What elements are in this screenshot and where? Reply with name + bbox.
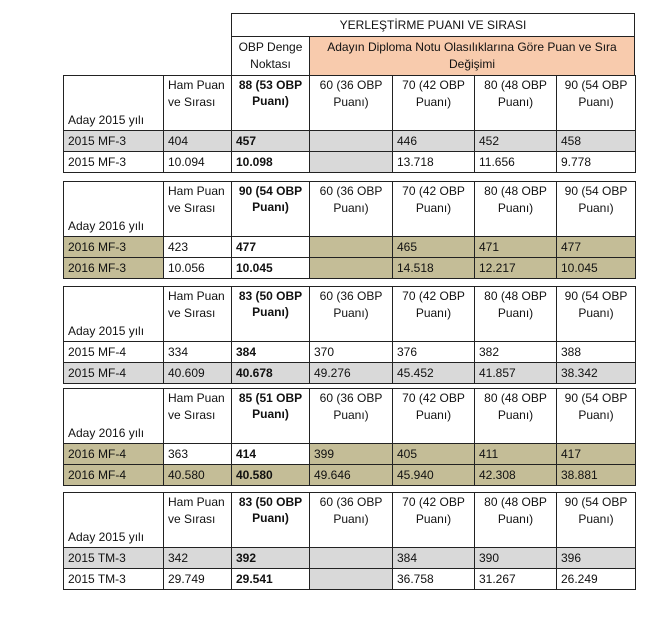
- diploma-col-header: 70 (42 OBP Puanı): [392, 388, 475, 444]
- table-cell: 45.940: [392, 464, 475, 486]
- diploma-col-header: 90 (54 OBP Puanı): [556, 75, 636, 131]
- row-name: 2015 MF-3: [63, 151, 164, 173]
- table-cell: [309, 257, 393, 279]
- table-cell: 471: [474, 236, 557, 258]
- table-cell: 384: [231, 341, 310, 363]
- row-name: 2016 MF-4: [63, 464, 164, 486]
- table-cell: 396: [556, 547, 636, 569]
- table-cell: 10.056: [163, 257, 232, 279]
- table-cell: 417: [556, 443, 636, 465]
- ham-puan-label: Ham Puan ve Sırası: [163, 492, 232, 548]
- diploma-col-header: 80 (48 OBP Puanı): [474, 75, 557, 131]
- row-label: Aday 2015 yılı: [63, 286, 164, 342]
- table-cell: 10.098: [231, 151, 310, 173]
- table-cell: [309, 568, 393, 590]
- obp-denge-value: 88 (53 OBP Puanı): [231, 75, 310, 131]
- table-cell: 40.580: [163, 464, 232, 486]
- table-cell: 384: [392, 547, 475, 569]
- obp-denge-value: 85 (51 OBP Puanı): [231, 388, 310, 444]
- diploma-col-header: 90 (54 OBP Puanı): [556, 286, 636, 342]
- table-cell: 399: [309, 443, 393, 465]
- table-cell: 40.678: [231, 362, 310, 384]
- table-cell: 49.276: [309, 362, 393, 384]
- table-cell: [309, 547, 393, 569]
- table-cell: 10.045: [556, 257, 636, 279]
- table-cell: 363: [163, 443, 232, 465]
- obp-denge-header: OBP Denge Noktası: [231, 36, 310, 76]
- diploma-col-header: 70 (42 OBP Puanı): [392, 286, 475, 342]
- diploma-col-header: 80 (48 OBP Puanı): [474, 286, 557, 342]
- obp-denge-value: 83 (50 OBP Puanı): [231, 286, 310, 342]
- table-cell: 477: [231, 236, 310, 258]
- diploma-col-header: 80 (48 OBP Puanı): [474, 492, 557, 548]
- table-cell: 477: [556, 236, 636, 258]
- diploma-col-header: 70 (42 OBP Puanı): [392, 181, 475, 237]
- ham-puan-label: Ham Puan ve Sırası: [163, 181, 232, 237]
- diploma-col-header: 60 (36 OBP Puanı): [309, 388, 393, 444]
- diploma-col-header: 90 (54 OBP Puanı): [556, 388, 636, 444]
- table-cell: 414: [231, 443, 310, 465]
- row-label: Aday 2015 yılı: [63, 492, 164, 548]
- table-cell: 42.308: [474, 464, 557, 486]
- diploma-col-header: 60 (36 OBP Puanı): [309, 492, 393, 548]
- row-label: Aday 2015 yılı: [63, 75, 164, 131]
- diploma-col-header: 80 (48 OBP Puanı): [474, 388, 557, 444]
- table-cell: 382: [474, 341, 557, 363]
- table-cell: 45.452: [392, 362, 475, 384]
- table-cell: 392: [231, 547, 310, 569]
- diploma-note-header: Adayın Diploma Notu Olasılıklarına Göre Puan ve Sıra Değişimi: [309, 36, 635, 76]
- diploma-col-header: 80 (48 OBP Puanı): [474, 181, 557, 237]
- table-title: YERLEŞTİRME PUANI VE SIRASI: [231, 13, 635, 37]
- row-label: Aday 2016 yılı: [63, 388, 164, 444]
- diploma-col-header: 60 (36 OBP Puanı): [309, 181, 393, 237]
- table-cell: 411: [474, 443, 557, 465]
- table-cell: 26.249: [556, 568, 636, 590]
- ham-puan-label: Ham Puan ve Sırası: [163, 388, 232, 444]
- table-cell: 446: [392, 130, 475, 152]
- table-cell: 49.646: [309, 464, 393, 486]
- table-cell: 14.518: [392, 257, 475, 279]
- table-cell: 41.857: [474, 362, 557, 384]
- table-cell: 404: [163, 130, 232, 152]
- ham-puan-label: Ham Puan ve Sırası: [163, 75, 232, 131]
- diploma-col-header: 60 (36 OBP Puanı): [309, 286, 393, 342]
- diploma-col-header: 70 (42 OBP Puanı): [392, 75, 475, 131]
- table-cell: 29.749: [163, 568, 232, 590]
- obp-denge-value: 90 (54 OBP Puanı): [231, 181, 310, 237]
- table-cell: [309, 151, 393, 173]
- row-name: 2015 MF-4: [63, 341, 164, 363]
- table-cell: 370: [309, 341, 393, 363]
- table-cell: [309, 130, 393, 152]
- table-cell: 465: [392, 236, 475, 258]
- obp-denge-value: 83 (50 OBP Puanı): [231, 492, 310, 548]
- row-name: 2016 MF-3: [63, 257, 164, 279]
- table-cell: 390: [474, 547, 557, 569]
- table-cell: 31.267: [474, 568, 557, 590]
- table-cell: 10.094: [163, 151, 232, 173]
- table-cell: 376: [392, 341, 475, 363]
- row-name: 2015 TM-3: [63, 568, 164, 590]
- diploma-col-header: 70 (42 OBP Puanı): [392, 492, 475, 548]
- table-cell: 36.758: [392, 568, 475, 590]
- table-cell: 452: [474, 130, 557, 152]
- table-cell: 29.541: [231, 568, 310, 590]
- table-cell: 38.342: [556, 362, 636, 384]
- table-cell: 342: [163, 547, 232, 569]
- table-cell: 40.609: [163, 362, 232, 384]
- table-cell: 10.045: [231, 257, 310, 279]
- row-name: 2015 TM-3: [63, 547, 164, 569]
- row-label: Aday 2016 yılı: [63, 181, 164, 237]
- table-cell: 457: [231, 130, 310, 152]
- ham-puan-label: Ham Puan ve Sırası: [163, 286, 232, 342]
- diploma-col-header: 90 (54 OBP Puanı): [556, 492, 636, 548]
- diploma-col-header: 60 (36 OBP Puanı): [309, 75, 393, 131]
- row-name: 2015 MF-4: [63, 362, 164, 384]
- table-cell: 12.217: [474, 257, 557, 279]
- table-cell: 38.881: [556, 464, 636, 486]
- table-cell: 11.656: [474, 151, 557, 173]
- table-cell: 334: [163, 341, 232, 363]
- row-name: 2016 MF-4: [63, 443, 164, 465]
- table-cell: 388: [556, 341, 636, 363]
- table-cell: 40.580: [231, 464, 310, 486]
- table-cell: 458: [556, 130, 636, 152]
- diploma-col-header: 90 (54 OBP Puanı): [556, 181, 636, 237]
- table-cell: [309, 236, 393, 258]
- table-cell: 9.778: [556, 151, 636, 173]
- table-cell: 13.718: [392, 151, 475, 173]
- table-cell: 423: [163, 236, 232, 258]
- row-name: 2015 MF-3: [63, 130, 164, 152]
- table-cell: 405: [392, 443, 475, 465]
- row-name: 2016 MF-3: [63, 236, 164, 258]
